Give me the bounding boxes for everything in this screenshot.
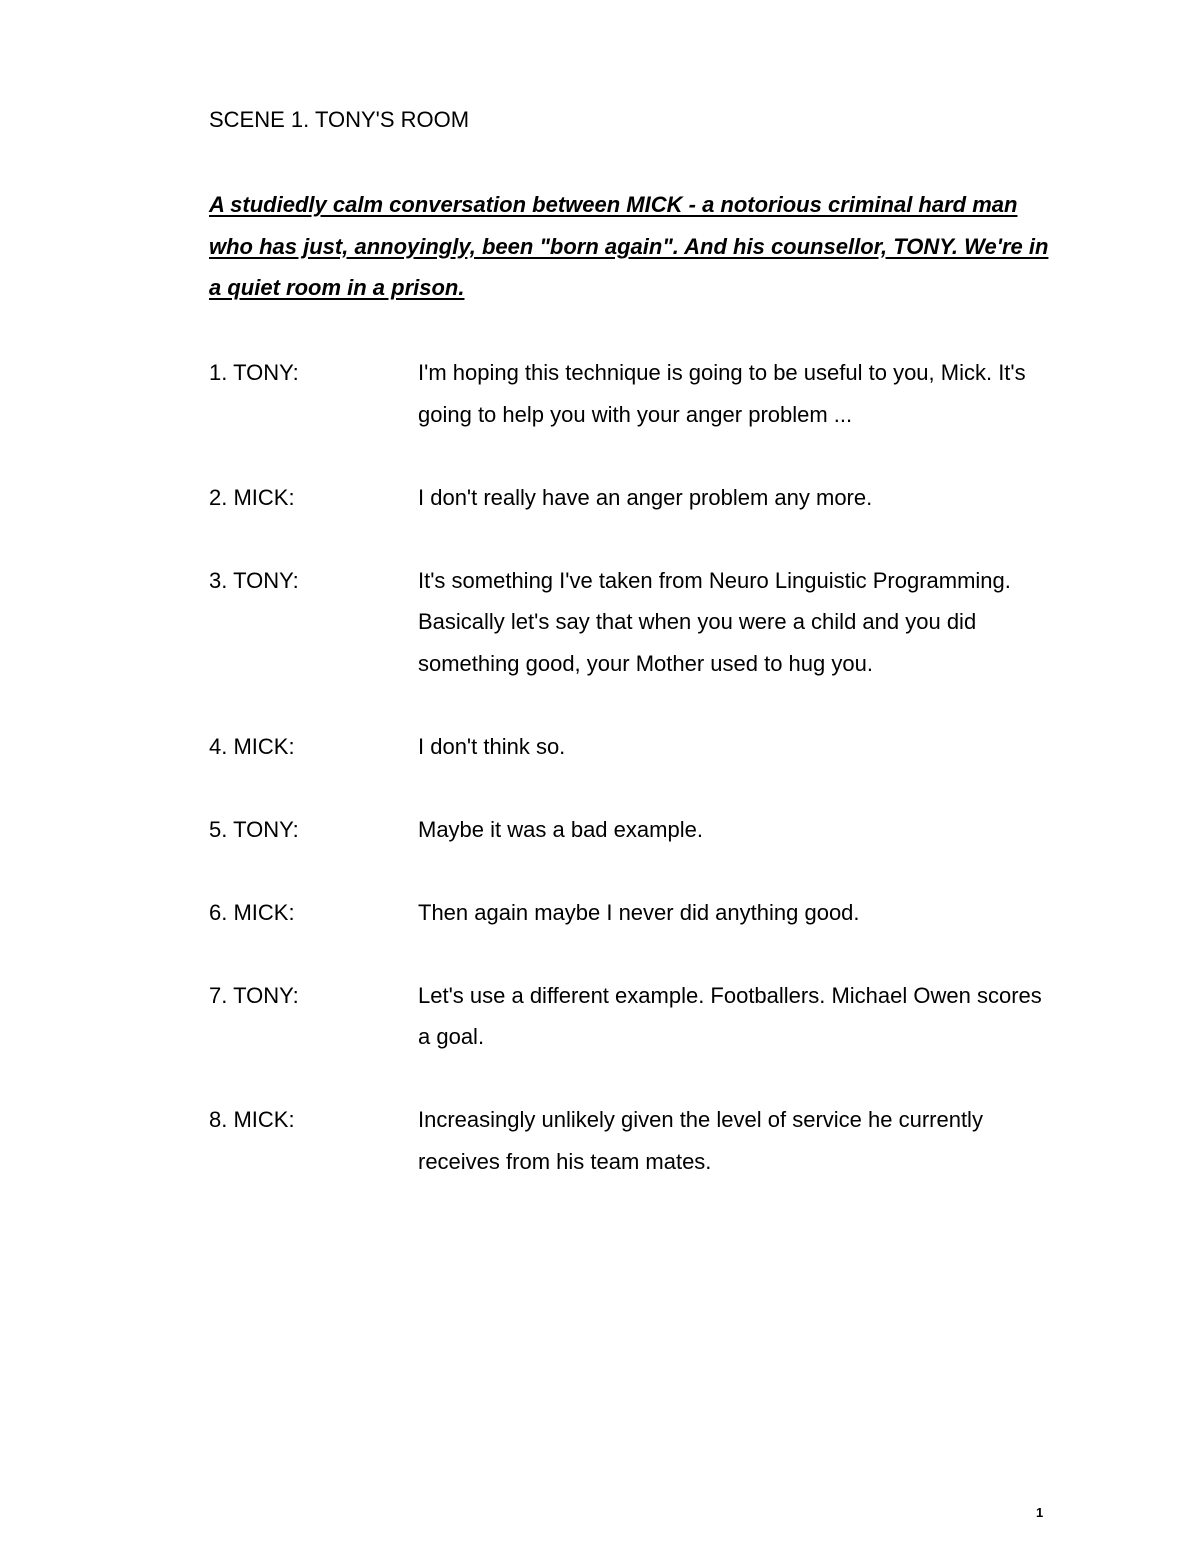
speech-text: Let's use a different example. Footballers. Michael Owen scores a goal.: [418, 982, 1042, 1049]
dialogue-line: [209, 809, 1069, 851]
speaker-label: 2. MICK:: [209, 484, 295, 510]
speech-text: I don't think so.: [418, 733, 566, 759]
speech-text: Maybe it was a bad example.: [418, 816, 703, 842]
page-number: 1: [1036, 1505, 1044, 1520]
speaker-label: 8. MICK:: [209, 1107, 295, 1132]
dialogue-line: [209, 560, 1069, 685]
speech-text: Increasingly unlikely given the level of service he currently receives from his team mates.: [418, 1107, 983, 1174]
speaker-label: 1. TONY:: [209, 360, 299, 385]
speech-text: I'm hoping this technique is going to be useful to you, Mick. It's going to help you with your anger problem ...: [418, 360, 1026, 427]
speaker-label: 6. MICK:: [209, 899, 295, 925]
speaker-label: 3. TONY:: [209, 567, 299, 593]
speaker-label: 4. MICK:: [209, 733, 295, 759]
dialogue-line: [209, 477, 1069, 519]
speaker-label: 7. TONY:: [209, 982, 299, 1008]
stage-direction: A studiedly calm conversation between MICK - a notorious criminal hard man who has just, annoyingly, been "born again". And his counsellor, TONY. We're in a quiet room in a prison.: [209, 192, 1049, 300]
dialogue-list: [209, 352, 1069, 1224]
speaker-label: 5. TONY:: [209, 816, 299, 842]
speech-text: Then again maybe I never did anything good.: [418, 899, 860, 925]
dialogue-line: [209, 892, 1069, 934]
speech-text: It's something I've taken from Neuro Linguistic Programming. Basically let's say that when you were a child and you did something good, your Mother used to hug you.: [418, 567, 1011, 676]
dialogue-line: [209, 975, 1069, 1058]
dialogue-line: [209, 352, 1069, 435]
speech-text: I don't really have an anger problem any more.: [418, 484, 873, 510]
dialogue-line: [209, 726, 1069, 768]
dialogue-line: [209, 1099, 1069, 1182]
scene-heading: SCENE 1. TONY'S ROOM: [209, 107, 470, 132]
